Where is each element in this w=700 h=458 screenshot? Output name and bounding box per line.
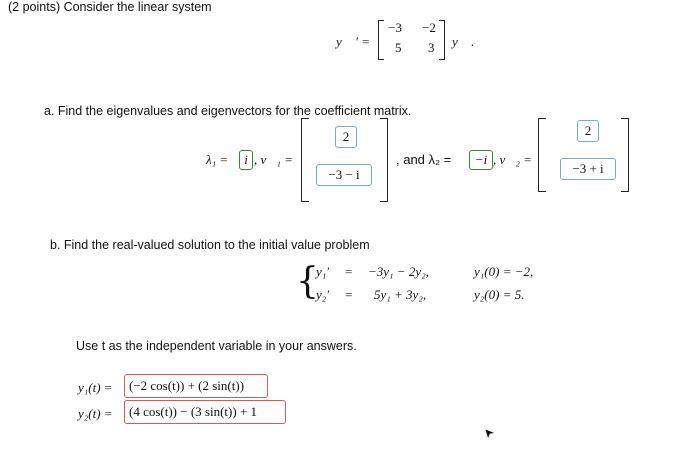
eq1-rhs: −3y₁ − 2y₂, bbox=[368, 264, 429, 279]
v2-label: , v⃗₂ = bbox=[493, 152, 532, 167]
eq2-lhs: y₂′ bbox=[316, 287, 330, 302]
system-brace: { bbox=[296, 261, 319, 302]
matrix-left-bracket bbox=[378, 20, 384, 60]
lambda1-label: λ₁ = bbox=[206, 152, 229, 167]
matrix-a11: −3 bbox=[388, 20, 402, 35]
y1-answer-field[interactable]: (−2 cos(t)) + (2 sin(t)) bbox=[124, 374, 268, 398]
mouse-cursor-icon bbox=[484, 428, 496, 440]
system-lhs: y⃗ ′ = bbox=[336, 34, 370, 49]
eq1-initial-condition: y₁(0) = −2, bbox=[474, 264, 534, 279]
y2-answer-field[interactable]: (4 cos(t)) − (3 sin(t)) + 1 bbox=[124, 400, 286, 424]
matrix-a21: 5 bbox=[395, 40, 402, 55]
v1-right-bracket bbox=[380, 118, 388, 202]
part-a-prompt: a. Find the eigenvalues and eigenvectors for the coefficient matrix. bbox=[44, 104, 412, 118]
v1-left-bracket bbox=[301, 118, 309, 202]
eq2-equals: = bbox=[345, 287, 353, 302]
eq2-initial-condition: y₂(0) = 5. bbox=[474, 287, 525, 302]
eq2-rhs: 5y₁ + 3y₂, bbox=[374, 287, 427, 302]
v1-entry-1-field[interactable]: 2 bbox=[335, 126, 357, 148]
question-header: (2 points) Consider the linear system bbox=[8, 0, 212, 14]
v2-entry-2-field[interactable]: −3 + i bbox=[560, 158, 616, 180]
lambda2-answer-field[interactable]: −i bbox=[469, 150, 493, 170]
y2-label: y₂(t) = bbox=[78, 406, 113, 421]
matrix-a22: 3 bbox=[428, 40, 435, 55]
v1-entry-2-field[interactable]: −3 − i bbox=[316, 164, 372, 186]
v2-right-bracket bbox=[621, 118, 629, 192]
eq1-equals: = bbox=[345, 264, 353, 279]
v2-entry-1-field[interactable]: 2 bbox=[577, 120, 599, 142]
system-rhs: y⃗ . bbox=[452, 34, 475, 49]
independent-variable-instruction: Use t as the independent variable in your answers. bbox=[76, 339, 357, 353]
eq1-lhs: y₁′ bbox=[316, 264, 330, 279]
matrix-a12: −2 bbox=[422, 20, 436, 35]
and-lambda2-label: , and λ₂ = bbox=[396, 152, 452, 167]
lambda1-answer-field[interactable]: i bbox=[239, 150, 253, 170]
part-b-prompt: b. Find the real-valued solution to the initial value problem bbox=[50, 238, 370, 252]
matrix-right-bracket bbox=[439, 20, 445, 60]
v2-left-bracket bbox=[538, 118, 546, 192]
y1-label: y₁(t) = bbox=[78, 380, 113, 395]
v1-label: , v⃗₁ = bbox=[254, 152, 293, 167]
